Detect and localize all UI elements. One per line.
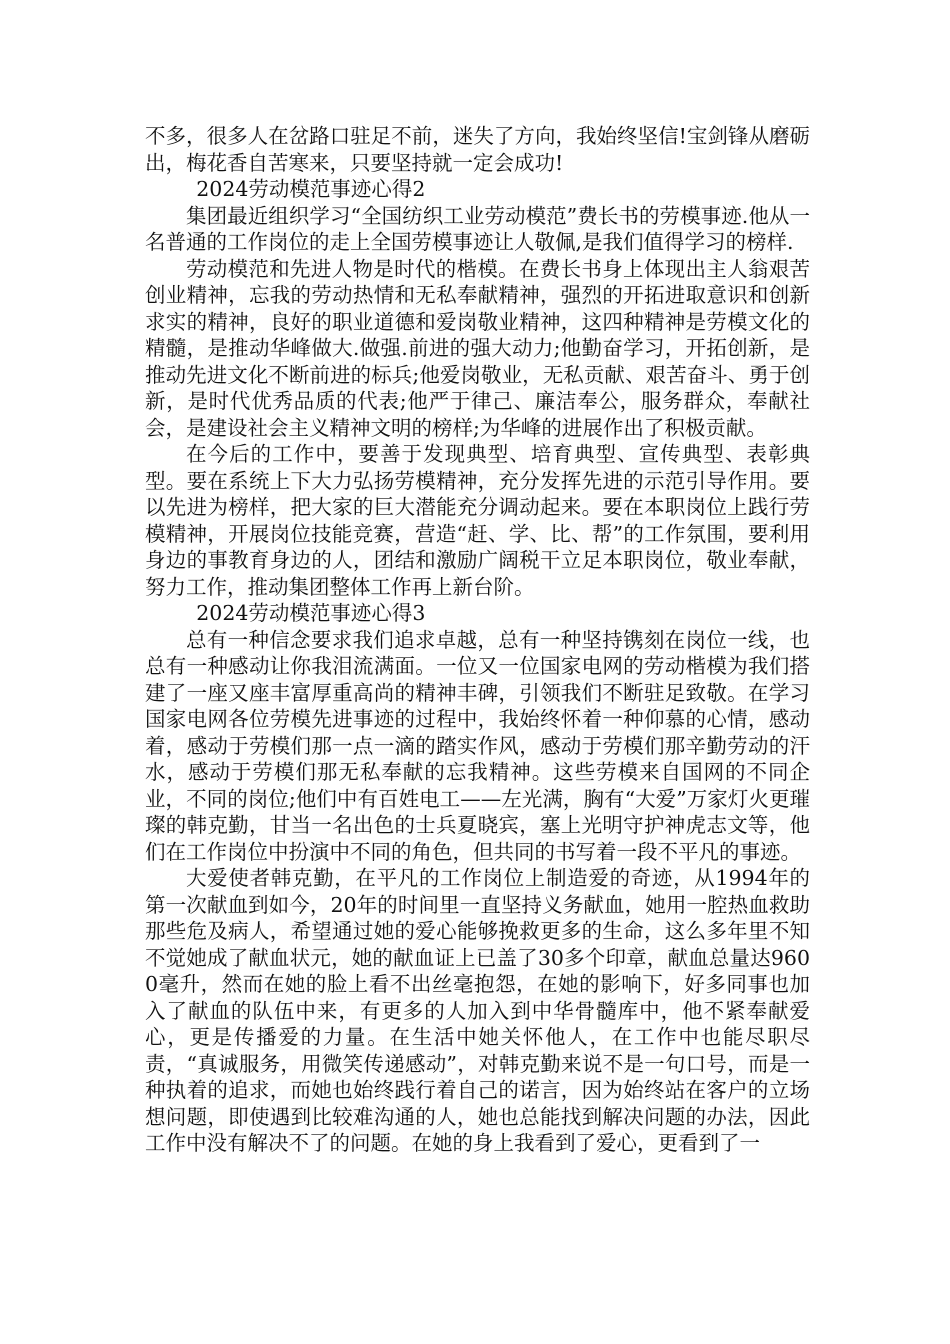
document-body bbox=[145, 123, 810, 1157]
paragraph: 总有一种信念要求我们追求卓越，总有一种坚持镌刻在岗位一线，也总有一种感动让你我泪流满面。一位又一位国家电网的劳动楷模为我们搭建了一座又座丰富厚重高尚的精神丰碑，引领我们不断驻足致敬。在学习国家电网各位劳模先进事迹的过程中，我始终怀着一种仰慕的心情，感动着，感动于劳模们那一点一滴的踏实作风，感动于劳模们那辛勤劳动的汗水，感动于劳模们那无私奉献的忘我精神。这些劳模来自国网的不同企业，不同的岗位;他们中有百姓电工——左光满，胸有“大爱”万家灯火更璀璨的韩克勤，甘当一名出色的士兵夏晓宾，塞上光明守护神虎志文等，他们在工作岗位中扮演中不同的角色，但共同的书写着一段不平凡的事迹。 bbox=[145, 627, 810, 864]
section-heading-2: 2024劳动模范事迹心得2 bbox=[196, 177, 426, 201]
paragraph: 劳动模范和先进人物是时代的楷模。在费长书身上体现出主人翁艰苦创业精神，忘我的劳动热情和无私奉献精神，强烈的开拓进取意识和创新求实的精神，良好的职业道德和爱岗敬业精神，这四种精神是劳模文化的精髓，是推动华峰做大.做强.前进的强大动力;他勤奋学习，开拓创新，是推动先进文化不断前进的标兵;他爱岗敬业，无私贡献、艰苦奋斗、勇于创新，是时代优秀品质的代表;他严于律己、廉洁奉公，服务群众，奉献社会，是建设社会主义精神文明的榜样;为华峰的进展作出了积极贡献。 bbox=[145, 256, 810, 440]
paragraph-continued: 不多，很多人在岔路口驻足不前，迷失了方向，我始终坚信!宝剑锋从磨砺出，梅花香自苦寒来，只要坚持就一定会成功! bbox=[145, 124, 810, 175]
section-heading-3: 2024劳动模范事迹心得3 bbox=[196, 601, 426, 625]
paragraph: 大爱使者韩克勤，在平凡的工作岗位上制造爱的奇迹，从1994年的第一次献血到如今，20年的时间里一直坚持义务献血，她用一腔热血救助那些危及病人，希望通过她的爱心能够挽救更多的生命，这么多年里不知不觉她成了献血状元，她的献血证上已盖了30多个印章，献血总量达9600毫升，然而在她的脸上看不出丝毫抱怨，在她的影响下，好多同事也加入了献血的队伍中来，有更多的人加入到中华骨髓库中，他不紧奉献爱心，更是传播爱的力量。在生活中她关怀他人，在工作中也能尽职尽责，“真诚服务，用微笑传递感动”，对韩克勤来说不是一句口号，而是一种执着的追求，而她也始终践行着自己的诺言，因为始终站在客户的立场想问题，即使遇到比较难沟通的人，她也总能找到解决问题的办法，因此工作中没有解决不了的问题。在她的身上我看到了爱心，更看到了一 bbox=[145, 866, 810, 1155]
paragraph: 在今后的工作中，要善于发现典型、培育典型、宣传典型、表彰典型。要在系统上下大力弘扬劳模精神，充分发挥先进的示范引导作用。要以先进为榜样，把大家的巨大潜能充分调动起来。要在本职岗位上践行劳模精神，开展岗位技能竞赛，营造“赶、学、比、帮”的工作氛围，要利用身边的事教育身边的人，团结和激励广阔税干立足本职岗位，敬业奉献，努力工作，推动集团整体工作再上新台阶。 bbox=[145, 442, 810, 599]
paragraph: 集团最近组织学习“全国纺织工业劳动模范”费长书的劳模事迹.他从一名普通的工作岗位的走上全国劳模事迹让人敬佩,是我们值得学习的榜样. bbox=[145, 203, 810, 254]
